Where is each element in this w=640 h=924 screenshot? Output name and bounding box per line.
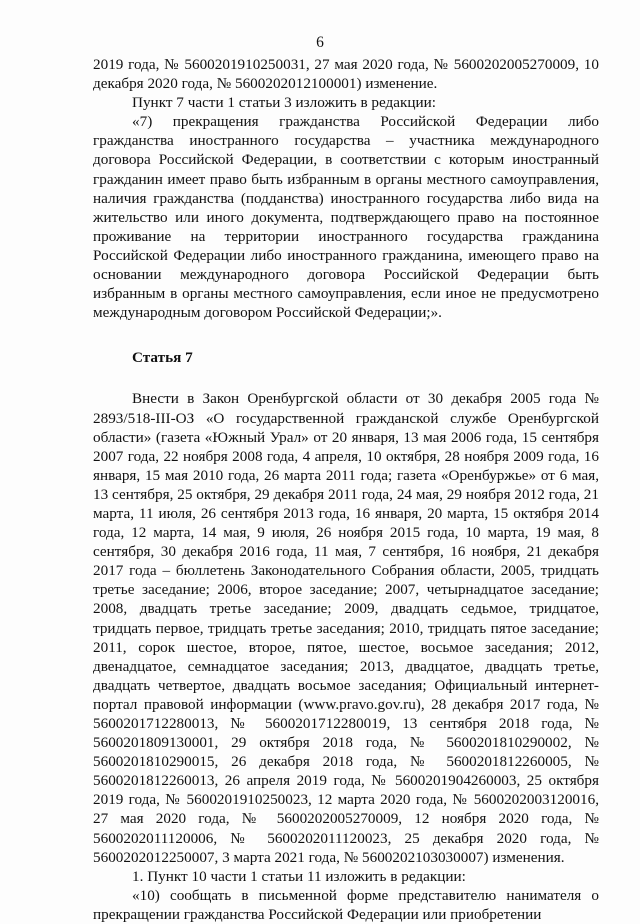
article-heading: Статья 7 xyxy=(132,349,193,367)
paragraph-article-7-body: Внести в Закон Оренбургской области от 30 декабря 2005 года № 2893/518-III-ОЗ «О государственной гражданской службе Оренбургской области» (газета «Южный Урал» от 20 января, 13 мая 2006 года, 15 сентября 2007 года, 22 ноября 2008 года, 4 апреля, 10 октября, 28 ноября 2009 года, 16 января, 15 мая 2010 года, 26 марта 2011 года; газета «Оренбуржье» от 6 мая, 13 сентября, 25 октября, 29 декабря 2011 года, 24 мая, 29 ноября 2012 года, 21 марта, 11 июля, 26 сентября 2013 года, 16 января, 20 марта, 15 октября 2014 года, 12 марта, 14 мая, 9 июля, 26 ноября 2015 года, 10 марта, 19 мая, 8 сентября, 30 декабря 2016 года, 11 мая, 7 сентября, 16 ноября, 21 декабря 2017 года – бюллетень Законодательного Собрания области, 2005, тридцать третье заседание; 2006, второе заседание; 2007, четырнадцатое заседание; 2008, двадцать третье заседание; 2009, двадцать седьмое, тридцатое, тридцать первое, тридцать третье заседания; 2010, тридцать пятое заседание; 2011, сорок шестое, второе, пятое, шестое, восьмое заседания; 2012, двенадцатое, семнадцатое заседания; 2013, двадцатое, двадцать третье, двадцать четвертое, двадцать восьмое заседания; Официальный интернет-портал правовой информации (www.pravo.gov.ru), 28 декабря 2017 года, № 5600201712280013, № 5600201712280019, 13 сентября 2018 года, № 5600201809130001, 29 октября 2018 года, № 5600201810290002, № 5600201810290015, 26 декабря 2018 года, № 5600201812260005, № 5600201812260013, 26 апреля 2019 года, № 5600201904260003, 25 октября 2019 года, № 5600201910250023, 12 марта 2020 года, № 5600202003120016, 27 мая 2020 года, № 5600202005270009, 12 ноября 2020 года, № 5600202011120006, № 5600202011120023, 25 декабря 2020 года, № 5600202012250007, 3 марта 2021 года, № 5600202103030007) изменения. xyxy=(93,390,599,866)
document-body xyxy=(93,55,599,924)
paragraph-item-1: 1. Пункт 10 части 1 статьи 11 изложить в редакции: xyxy=(132,867,466,885)
paragraph-quoted-item-10: «10) сообщать в письменной форме представителю нанимателя о прекращении гражданства Российской Федерации или приобретении xyxy=(93,886,599,923)
paragraph-quoted-item-7: «7) прекращения гражданства Российской Федерации либо гражданства иностранного государства – участника международного договора Российской Федерации, в соответствии с которым иностранный гражданин имеет право быть избранным в органы местного самоуправления, наличия гражданства (подданства) иностранного государства либо вида на жительство или иного документа, подтверждающего право на постоянное проживание на территории иностранного государства гражданина Российской Федерации либо иностранного гражданина, имеющего право на основании международного договора Российской Федерации быть избранным в органы местного самоуправления, если иное не предусмотрено международным договором Российской Федерации;». xyxy=(93,113,599,322)
paragraph-amendment-intro: Пункт 7 части 1 статьи 3 изложить в редакции: xyxy=(132,94,437,112)
paragraph-continuation: 2019 года, № 5600201910250031, 27 мая 2020 года, № 5600202005270009, 10 декабря 2020 года, № 5600202012100001) изменение. xyxy=(93,56,599,93)
page-number: 6 xyxy=(316,34,324,51)
